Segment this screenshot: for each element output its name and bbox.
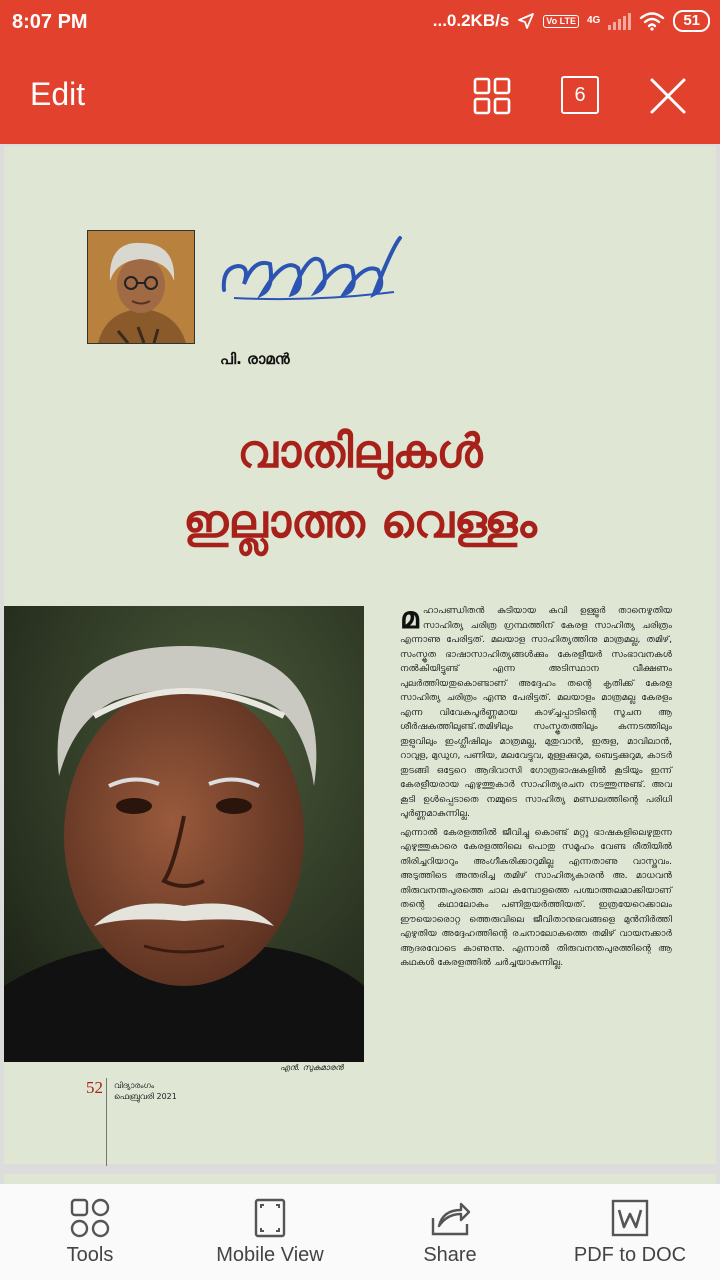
article-title-line2: ഇല്ലാത്ത വെള്ളം [183,494,537,548]
battery-icon: 51 [673,10,710,32]
column-logo [214,228,414,318]
paragraph-2: എന്നാൽ കേരളത്തിൽ ജീവിച്ചു കൊണ്ട് മറ്റു ഭാഷകളിലെഴുതുന്ന എഴുത്തുകാരെ കേരളത്തിലെ പൊതു സമൂഹം വേണ്ട രീതിയിൽ തിരിച്ചറിയാറും അംഗീകരിക്കാറുമില്ല എന്നതാണു വാസ്തവം. അടുത്തിടെ അന്തരിച്ച തമിഴ് സാഹിത്യകാരൻ അ. മാധവൻ തിരുവനന്തപുരത്തെ ചാല കമ്പോളത്തെ പശ്ചാത്തലമാക്കിയാണ് തന്റെ കഥാലോകം പണിതുയർത്തിയത്. ഇത്രയേറെക്കാലം ഈയൊരൊറ്റ ത്തെരുവിലെ ജീവിതാനുഭവങ്ങളെ മുൻനിർത്തി എഴുതിയ അദ്ദേഹത്തിന്റെ രചനാലോകത്തെ തമിഴ് വായനക്കാർ ആദരവോടെ കാണുന്നു. എന്നാൽ തിരുവനന്തപുരത്തിന്റെ ആ കഥകൾ കേരളത്തിൽ ചർച്ചയാകുന്നില്ല. [400,826,672,968]
photo-credit: എൻ. സുകുമാരൻ [280,1063,344,1072]
drop-cap: മ [400,601,419,636]
author-portrait-icon [88,231,194,343]
tools-icon [70,1198,110,1238]
volte-badge: Vo LTE [543,15,579,28]
network-speed: ...0.2KB/s [432,11,510,30]
edit-button[interactable]: Edit [30,76,86,112]
close-icon[interactable] [648,76,688,116]
next-pdf-page [4,1174,716,1184]
share-label: Share [423,1244,477,1266]
page-count-button[interactable]: 6 [561,76,599,114]
page-number: 52 [86,1078,103,1097]
share-button[interactable] [400,1184,500,1280]
article-body [400,601,672,975]
column-logo-text: കവിനിഴൽമാല [310,314,318,315]
portrait-photo-icon [4,606,364,1062]
network-type: 4G [586,15,601,26]
mobile-view-icon [254,1198,286,1238]
location-arrow-icon [517,12,535,30]
grid-icon[interactable] [472,76,512,116]
pdf-to-doc-icon [610,1198,650,1238]
status-icons [433,10,710,32]
share-icon [429,1198,471,1238]
status-bar [0,0,720,48]
pdf-viewer[interactable] [0,144,720,1184]
paragraph-1-text: ഹാപണ്ഡിതൻ കുടിയായ കവി ഉള്ളൂർ താനെഴുതിയ സാഹിത്യ ചരിത്ര ഗ്രന്ഥത്തിന് കേരള സാഹിത്യ ചരിത്രം എന്നാണു പേരിട്ടത്. മലയാള സാഹിത്യത്തിനു മാത്രമല്ല, തമിഴ്, സംസ്കൃത ഭാഷാസാഹിത്യങ്ങൾക്കും കേരളീയർ സംഭാവനകൾ നൽകിയിട്ടുണ്ട് എന്ന അടിസ്ഥാന വീക്ഷണം പുലർത്തിയതുകൊണ്ടാണ് അദ്ദേഹം തന്റെ കൃതിക്ക് കേരള സാഹിത്യ ചരിത്രം എന്നു പേരിട്ടത്. മലയാളം മാത്രമല്ല കേരളം എന്ന വിവേകപൂർണ്ണമായ കാഴ്ച്ചപ്പാടിന്റെ സൂചന ആ ശീർഷകത്തിലുണ്ട്.തമിഴിലും സംസ്കൃതത്തിലും കന്നടത്തിലും തുളുവിലും ഇംഗ്ലീഷിലും മാത്രമല്ല, മുതുവാൻ, ഇരുള, മാവിലാൻ, റാവുള, മുഡുഗ, പണിയ, മലവേട്ടുവ, മുള്ളക്കുറുമ, ബെട്ടക്കുറുമ, കാടർ തുടങ്ങി ഒട്ടേറെ ആദിവാസി ഗോത്രഭാഷകളിൽ കൂടിയും ഇന്ന് കേരളീയരായ എഴുത്തുകാർ സാഹിത്യരചന നടത്തുന്നുണ്ട്. അവ കൂടി ഉൾപ്പെടാതെ നമ്മുടെ സാഹിത്യ മണ്ഡലത്തിന്റെ പരിധി പൂർണ്ണമാകുന്നില്ല. [400,605,672,819]
wifi-icon [639,11,665,31]
mobile-view-button[interactable] [200,1184,340,1280]
author-name: പി. രാമൻ [220,350,290,368]
signal-icon [608,12,631,30]
tools-label: Tools [66,1244,114,1266]
tools-button[interactable] [40,1184,140,1280]
app-bar [0,48,720,144]
pdf-to-doc-label: PDF to DOC [573,1244,687,1266]
status-time: 8:07 PM [12,11,88,33]
article-photo [4,606,364,1062]
publication-name: വിദ്യാരംഗം [114,1081,155,1090]
article-title-line1: വാതിലുകൾ [237,424,483,478]
paragraph-1 [400,601,672,822]
pdf-to-doc-button[interactable] [560,1184,700,1280]
pdf-page [4,146,716,1164]
issue-date: ഫെബ്രുവരി 2021 [114,1092,177,1101]
publication-info [114,1080,177,1102]
mobile-view-label: Mobile View [216,1244,324,1266]
bottom-toolbar [0,1184,720,1280]
author-photo [87,230,195,344]
footer-divider [106,1078,107,1166]
